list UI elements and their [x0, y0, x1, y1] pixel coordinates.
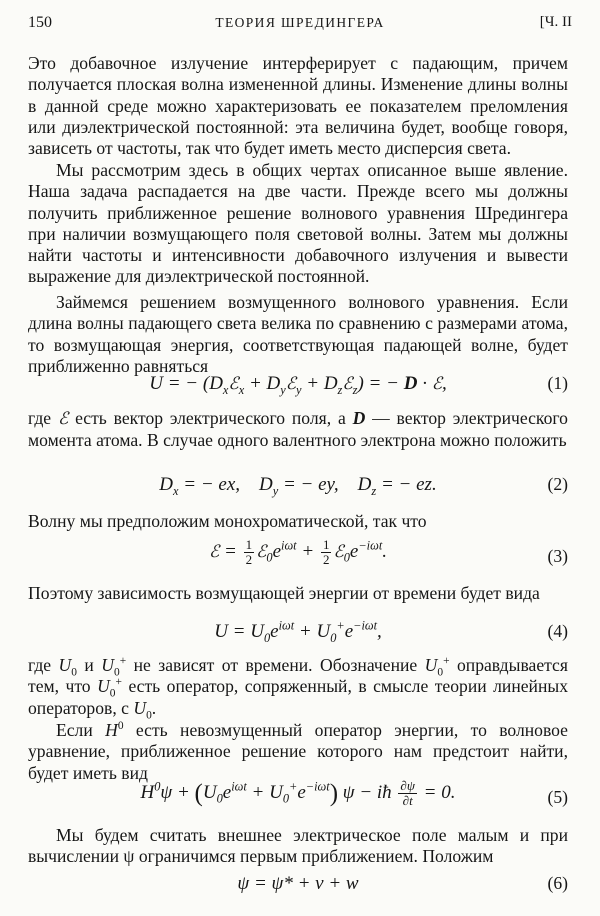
equation-2-number: (2): [547, 474, 568, 494]
paragraph-7-part-b: и: [84, 655, 94, 675]
paragraph-7-part-e: есть оператор, сопряженный, в смысле теории линейных операторов, с: [28, 676, 568, 718]
paragraph-1: Это добавочное излучение интерферирует с падающим, причем получается плоская волна измененной длины. Изменение длины волны в данной среде можно характеризовать ее показателем преломления или диэлектрической постоянной: эта величина будет, вообще говоря, зависеть от частоты, так что будет иметь место дисперсия света.: [28, 53, 568, 159]
paragraph-6: Поэтому зависимость возмущающей энергии от времени будет вида: [28, 583, 540, 603]
equation-1: [28, 373, 568, 413]
equation-5: [28, 779, 568, 823]
paragraph-7-part-a: где: [28, 655, 52, 675]
paragraph-4-part-c: — вектор электрического момента атома. В случае одного валентного электрона можно положить: [28, 408, 568, 451]
paragraph-7-part-c: не зависят от времени. Обозначение: [133, 655, 418, 675]
running-title: ТЕОРИЯ ШРЕДИНГЕРА: [215, 15, 385, 30]
paragraph-7-part-d: оправдывается тем, что: [28, 655, 568, 697]
paragraph-9: Мы будем считать внешнее электрическое поле малым и при вычислении ψ ограничимся первым приближением. Положим: [28, 825, 568, 867]
paragraph-3: Займемся решением возмущенного волнового уравнения. Если длина волны падающего света велика по сравнению с размерами атома, то возмущающая энергия, соответствующая падающей волне, будет приближенно равняться: [28, 292, 568, 376]
paragraph-8: Если $H^0$ есть невозмущенный оператор энергии, то волновое уравнение, приближенное решение которого нам предстоит найти, будет иметь вид: [28, 720, 568, 783]
equation-1-number: (1): [547, 373, 568, 393]
page-number: 150: [28, 14, 52, 31]
equation-3-number: (3): [547, 546, 568, 566]
equation-2: [28, 474, 568, 514]
paragraph-4: [28, 408, 568, 452]
page-header: [28, 14, 572, 34]
equation-3: [28, 538, 568, 582]
paragraph-8-part-a: Если: [56, 720, 93, 740]
equation-4-formula: $U = U_0e^{i\omega t} + U_0^+e^{-i\omega t}$,: [214, 618, 382, 645]
equation-2-formula: $D_x$ = − ex, $D_y$ = − ey, $D_z$ = − ez.: [159, 474, 437, 498]
equation-5-formula: $H^0\psi + (U_0e^{i\omega t} + U_0^+e^{-i\omega t}) \psi$ − iħ $\frac{\partial\psi}{\partial t}$ = 0.: [140, 778, 456, 808]
equation-3-formula: ℰ = $\frac{1}{2}$ $ℰ_0e^{i\omega t}$ + $\frac{1}{2}$ $ℰ_0e^{-i\omega t}$.: [209, 537, 387, 567]
paragraph-2: Мы рассмотрим здесь в общих чертах описанное выше явление. Наша задача распадается на две части. Прежде всего мы должны получить приближенное решение волнового уравнения Шредингера при наличии возмущающего поля световой волны. Затем мы должны найти частоты и интенсивности добавочного излучения и вывести выражение для диэлектрической постоянной.: [28, 160, 568, 287]
equation-5-number: (5): [547, 787, 568, 807]
paragraph-4-part-a: где: [28, 408, 52, 428]
symbol-dipole-moment: D: [352, 408, 366, 428]
chapter-label: [Ч. II: [539, 14, 572, 30]
equation-1-formula: U = − ($D_xℰ_x$ + $D_yℰ_y$ + $D_zℰ_z$) = − D · ℰ,: [149, 373, 447, 397]
equation-6-formula: ψ = ψ* + v + w: [237, 873, 359, 894]
equation-6-number: (6): [547, 873, 568, 893]
paragraph-5: Волну мы предположим монохроматической, так что: [28, 511, 427, 531]
equation-6: [28, 873, 568, 913]
paragraph-8-part-b: есть невозмущенный оператор энергии, то волновое уравнение, приближенное решение которого нам предстоит найти, будет иметь вид: [28, 720, 568, 783]
equation-4-number: (4): [547, 621, 568, 641]
paragraph-4-part-b: есть вектор электрического поля, а: [75, 408, 346, 428]
symbol-e-field: ℰ: [57, 409, 69, 429]
paragraph-7: где $U_0$ и $U_0^+$ не зависят от времени. Обозначение $U_0^+$ оправдывается тем, что $U_0^+$ есть оператор, сопряженный, в смысле теории линейных операторов, с $U_0$.: [28, 655, 568, 722]
